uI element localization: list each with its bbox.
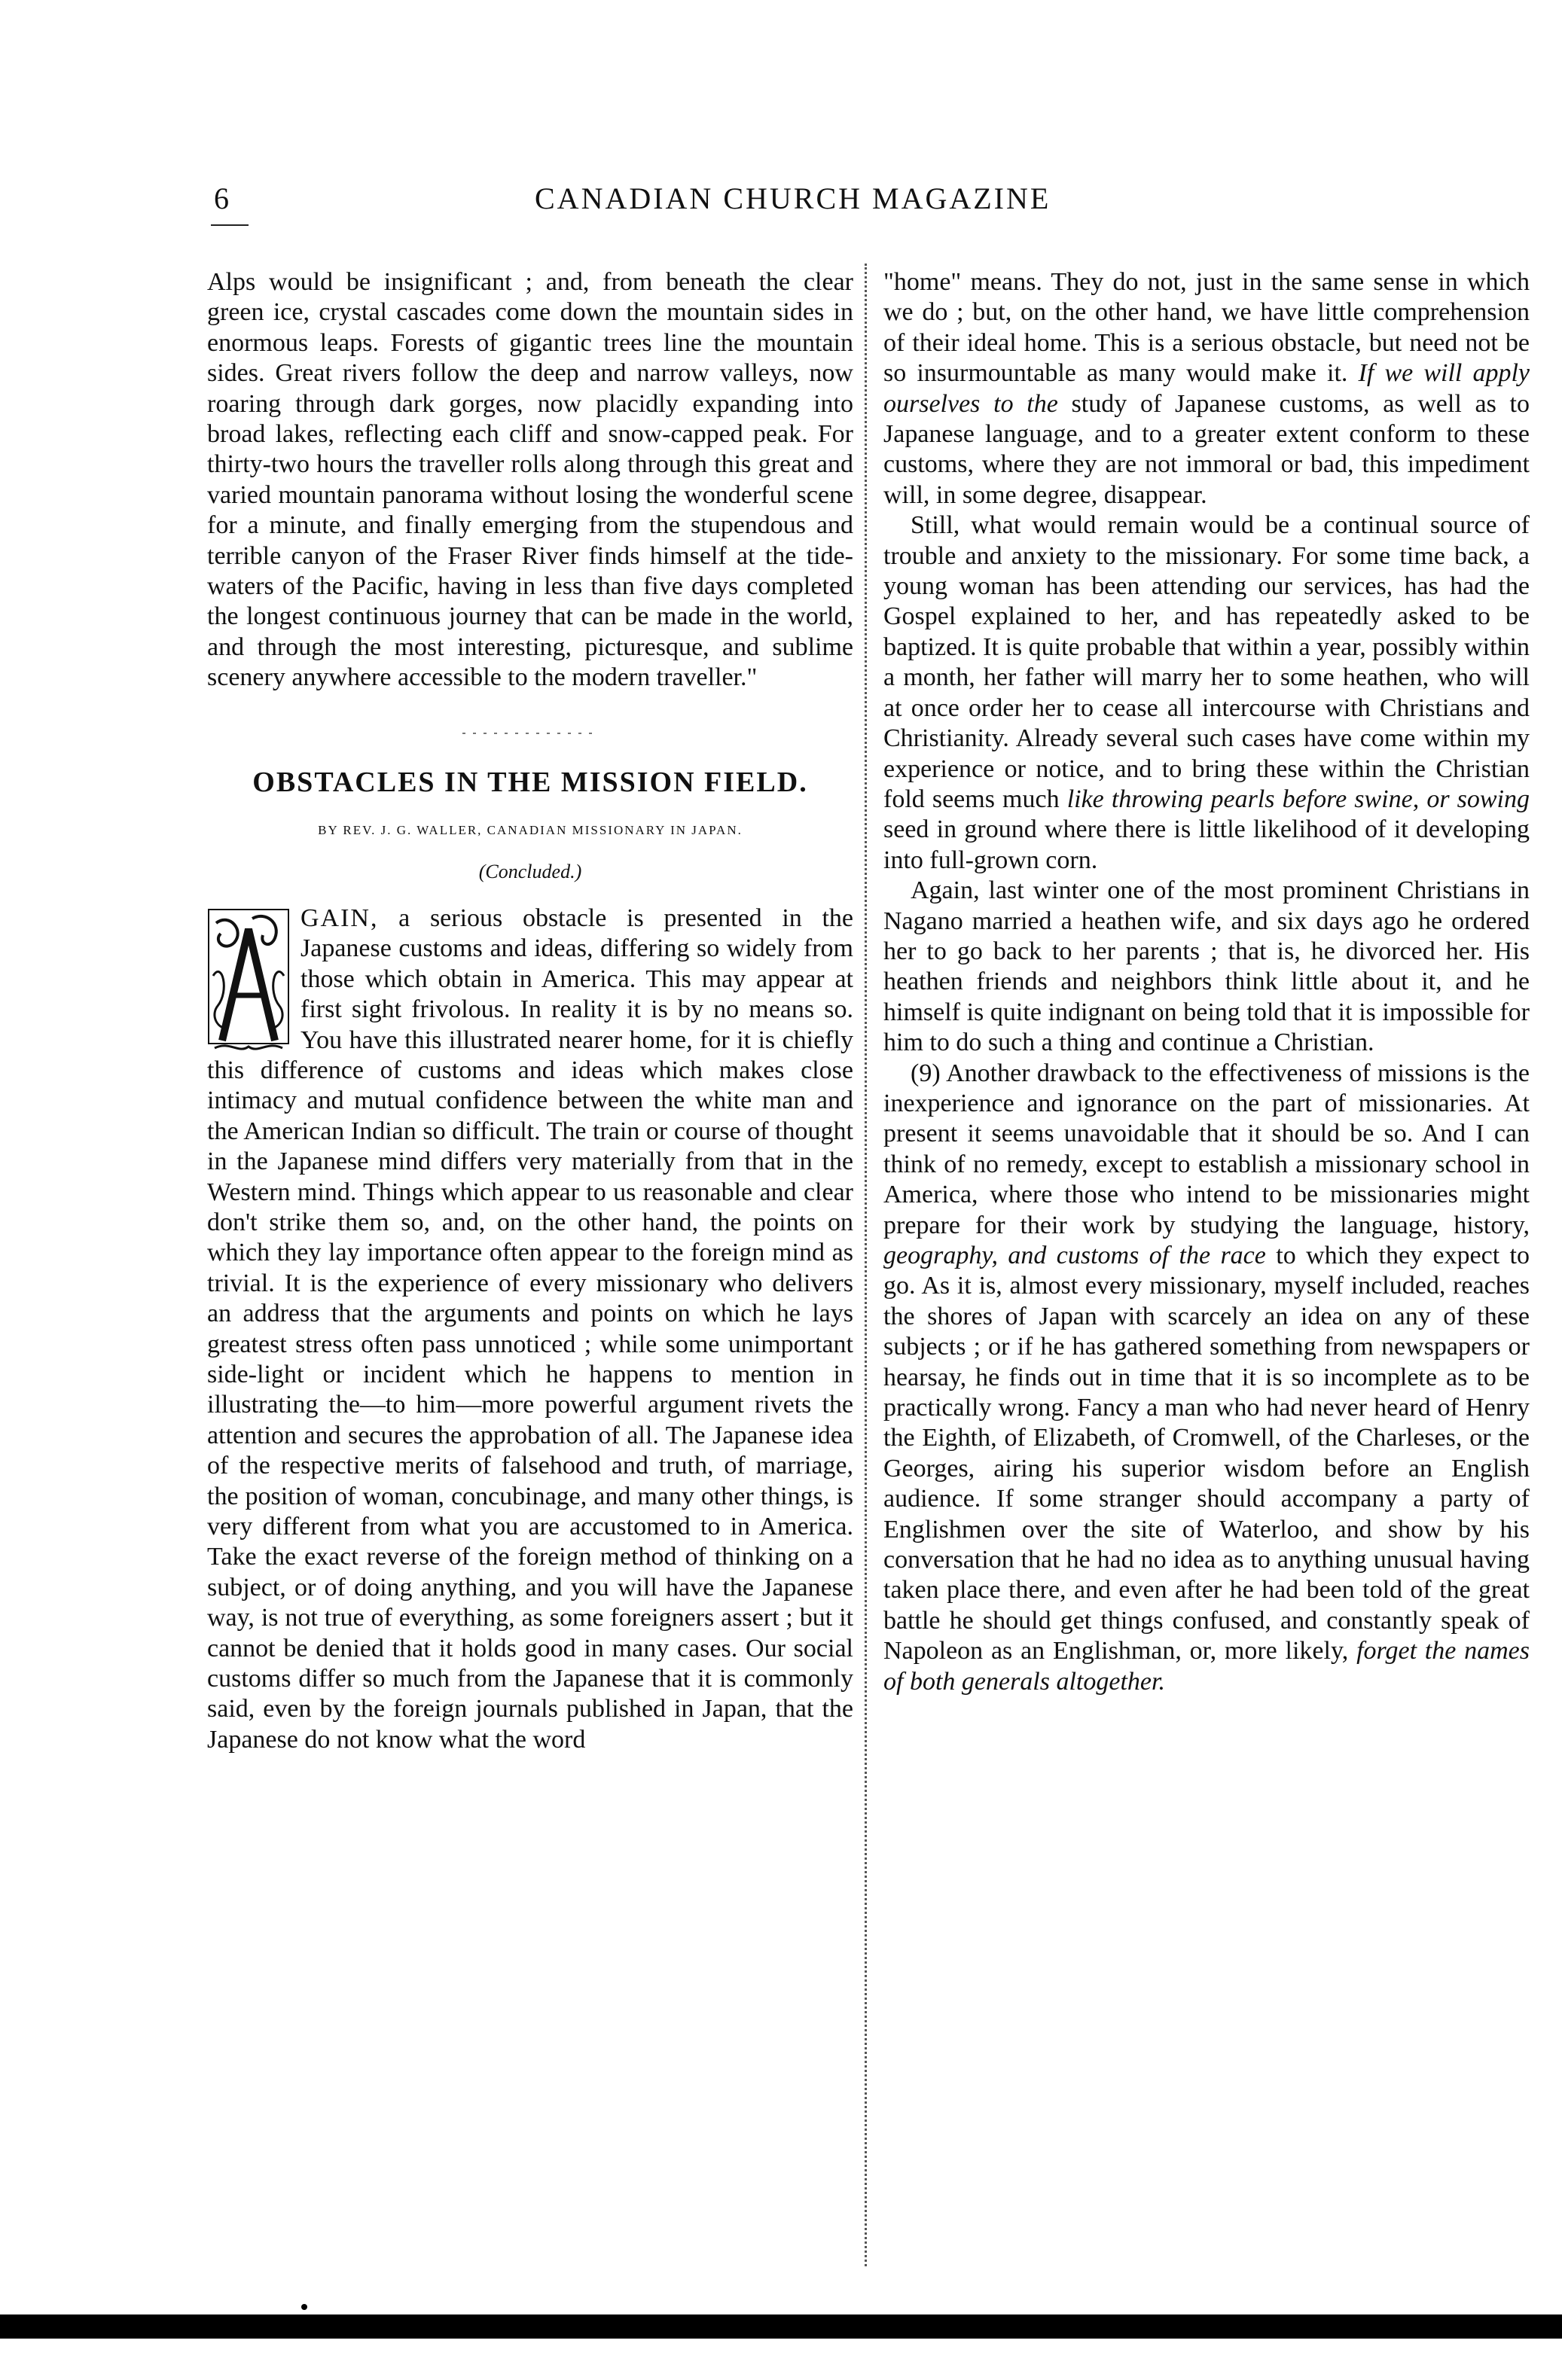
inexperience-paragraph [883, 1059, 1530, 1698]
home-paragraph-a: "home" means. They do not, just in the same sense in which we do ; but, on the other hand, we have little comprehension of their ideal home. This is a serious obstacle, but need not be so insurmountable as many would make it. [883, 268, 1530, 388]
continuation-paragraph: Alps would be insignificant ; and, from beneath the clear green ice, crystal cascades come down the mountain sides in enormous leaps. Forests of gigantic trees line the mountain sides. Great rivers follow the deep and narrow valleys, now roaring through dark gorges, now placidly expanding into broad lakes, reflecting each cliff and snow-capped peak. For thirty-two hours the traveller rolls along through this great and varied mountain panorama without losing the wonderful scene for a minute, and finally emerging from the stupendous and terrible canyon of the Fraser River finds himself at the tide-waters of the Pacific, having in less than five days completed the longest continuous journey that can be made in the world, and through the most interesting, picturesque, and sublime scenery anywhere accessible to the modern traveller." [207, 268, 853, 692]
right-column [883, 267, 1530, 1697]
page-number-rule [211, 224, 249, 226]
running-title: CANADIAN CHURCH MAGAZINE [535, 181, 1051, 215]
scan-mark [301, 2304, 307, 2310]
young-woman-paragraph-b: seed in ground where there is little likelihood of it developing into full-grown corn. [883, 815, 1530, 874]
article-opening-paragraph [207, 904, 853, 1755]
section-title: OBSTACLES IN THE MISSION FIELD. [252, 766, 808, 798]
article-opening-text: a serious obstacle is presented in the Japanese customs and ideas, differing so widely from those which obtain in America. This may appear at first sight frivolous. In reality it is by no means so. You have this illustrated nearer home, for it is chiefly this difference of customs and ideas which makes close intimacy and mutual confidence between the white man and the American Indian so difficult. The train or course of thought in the Japanese mind differs very materially from that in the Western mind. Things which appear to us reasonable and clear don't strike them so, and, on the other hand, the points on which they lay importance often appear to the foreign mind as trivial. It is the experience of every missionary who delivers an address that the arguments and points on which he lays greatest stress often pass unnoticed ; while some unimportant side-light or incident which he happens to mention in illustrating the—to him—more powerful argument rivets the attention and secures the approbation of all. The Japanese idea of the respective merits of falsehood and truth, of marriage, the position of woman, concubinage, and many other things, is very different from what you are accustomed to in America. Take the exact reverse of the foreign method of thinking on a subject, or of doing anything, and you will have the Japanese way, is not true of everything, as some foreigners assert ; but it cannot be denied that it holds good in many cases. Our social customs differ so much from the Japanese that it is commonly said, even by the foreign journals published in Japan, that the Japanese do not know what the word [207, 904, 853, 1754]
young-woman-paragraph [883, 510, 1530, 876]
column-divider [865, 264, 867, 2266]
young-woman-paragraph-italic: like throwing pearls before swine, or sowing [1066, 785, 1530, 813]
opening-caps: GAIN, [301, 904, 379, 932]
left-column [207, 267, 853, 1755]
inexperience-paragraph-italic: geography, and customs of the race [883, 1242, 1266, 1269]
section-separator [462, 733, 598, 734]
home-paragraph [883, 267, 1530, 510]
ornamental-dropcap-icon [207, 908, 290, 1054]
concluded-note: (Concluded.) [478, 860, 582, 882]
inexperience-paragraph-italic-end: forget the names of both generals altogether. [883, 1637, 1530, 1696]
scan-bottom-bar [0, 2314, 1562, 2339]
young-woman-paragraph-a: Still, what would remain would be a continual source of trouble and anxiety to the missionary. For some time back, a young woman has been attending our services, has had the Gospel explained to her, and has repeatedly asked to be baptized. It is quite probable that within a year, possibly within a month, her father will marry her to some heathen, who will at once order her to cease all intercourse with Christians and Christianity. Already several such cases have come within my experience or notice, and to bring these within the Christian fold seems much [883, 511, 1530, 813]
inexperience-paragraph-b: to which they expect to go. As it is, almost every missionary, myself included, reaches the shores of Japan with scarcely an idea on any of these subjects ; or if he has gathered something from newspapers or hearsay, he finds out in time that it is so incomplete as to be practically wrong. Fancy a man who had never heard of Henry the Eighth, of Elizabeth, of Cromwell, of the Charleses, or the Georges, airing his superior wisdom before an English audience. If some stranger should accompany a party of Englishmen over the site of Waterloo, and show by his conversation that he had no idea as to anything unusual having taken place there, and even after he had been told of the great battle he should get things confused, and constantly speak of Napoleon as an Englishman, or, more likely, [883, 1242, 1530, 1665]
page-number: 6 [214, 181, 229, 215]
home-paragraph-italic: If we will apply ourselves to the [883, 359, 1530, 418]
author-byline: BY REV. J. G. WALLER, CANADIAN MISSIONARY IN JAPAN. [318, 823, 743, 838]
home-paragraph-b: study of Japanese customs, as well as to Japanese language, and to a greater extent conform to these customs, where they are not immoral or bad, this impediment will, in some degree, disappear. [883, 389, 1530, 509]
inexperience-paragraph-a: (9) Another drawback to the effectiveness of missions is the inexperience and ignorance on the part of missionaries. At present it seems unavoidable that it should be so. And I can think of no remedy, except to establish a missionary school in America, where those who intend to be missionaries might prepare for their work by studying the language, history, [883, 1059, 1530, 1239]
nagano-paragraph: Again, last winter one of the most prominent Christians in Nagano married a heathen wife, and six days ago he ordered her to go back to her parents ; that is, he divorced her. His heathen friends and neighbors think little about it, and he himself is quite indignant on being told that it is impossible for him to do such a thing and continue a Christian. [883, 876, 1530, 1057]
dropcap-letter: A [248, 1050, 249, 1052]
page-header [203, 181, 1559, 226]
